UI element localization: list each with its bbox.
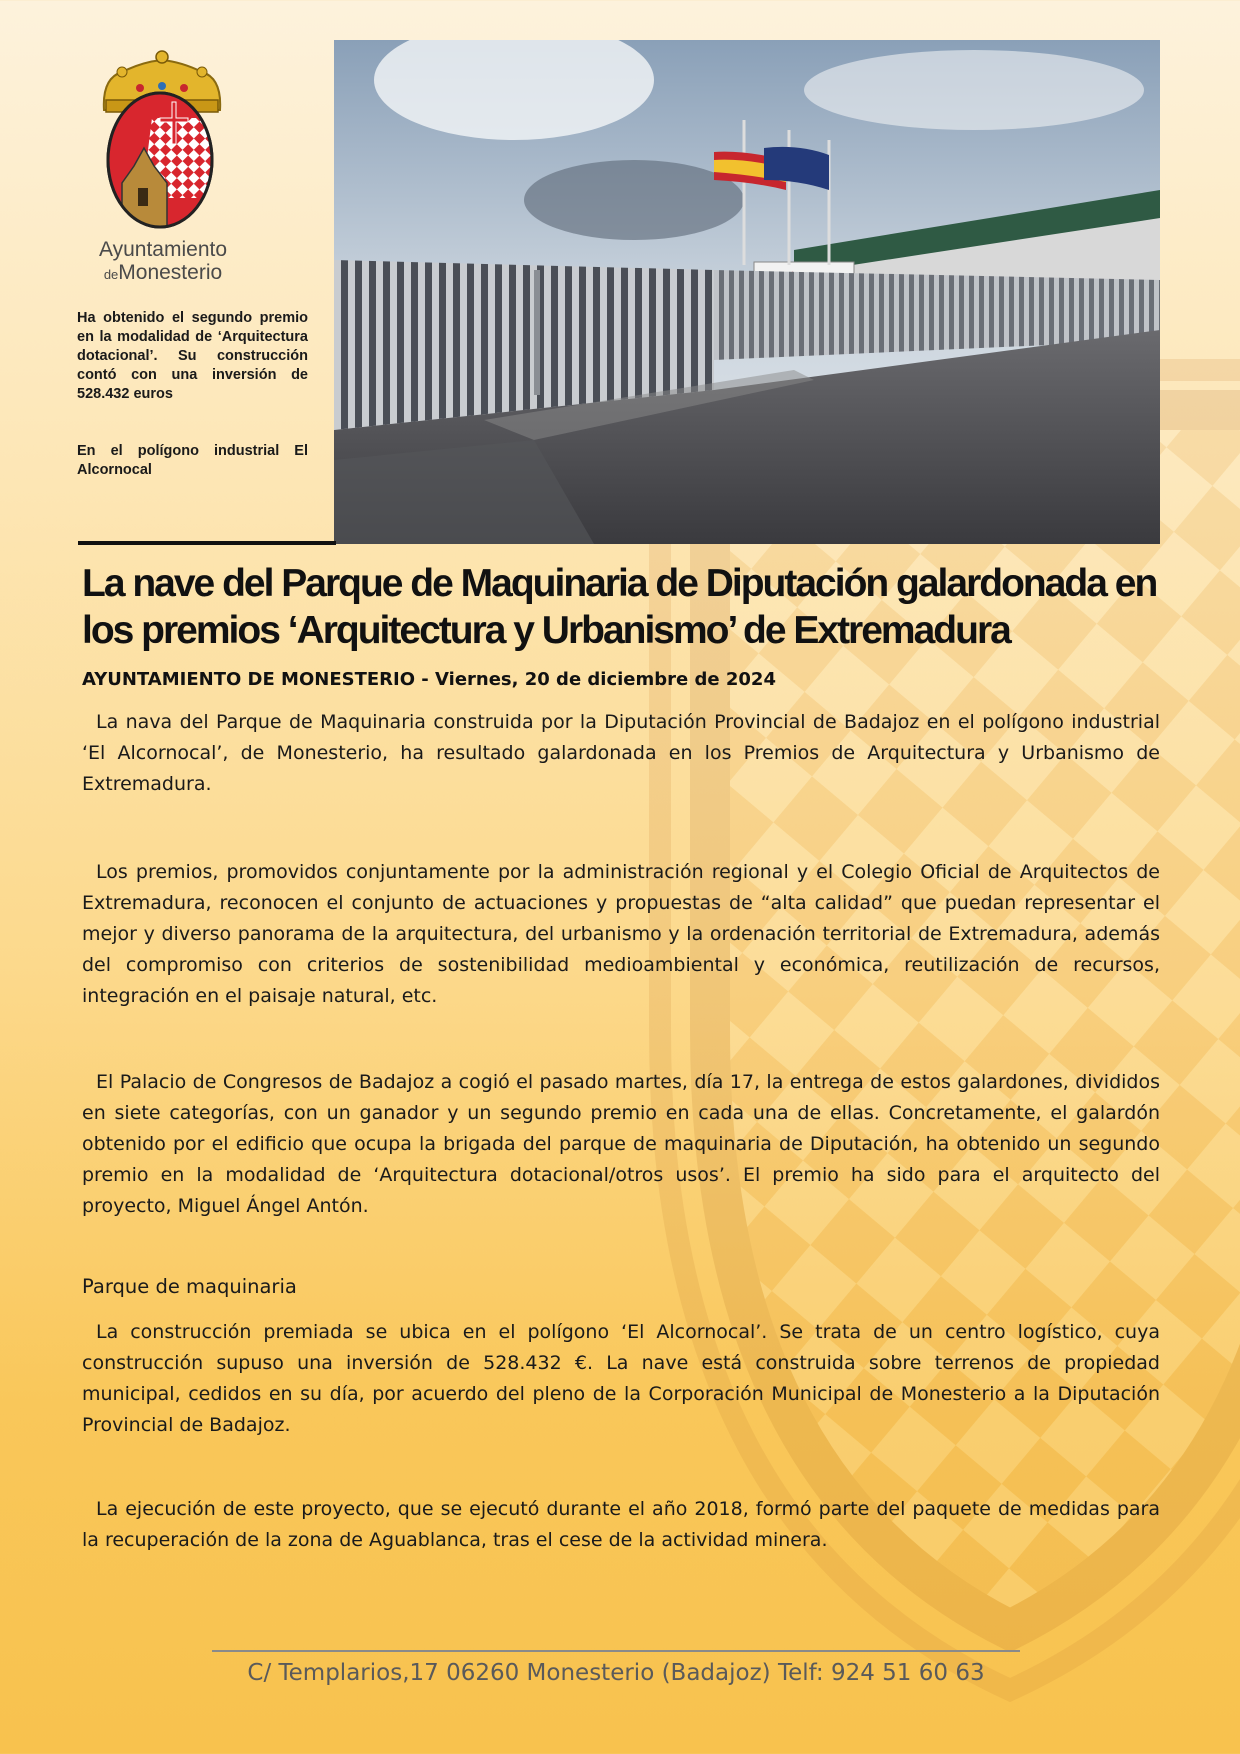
article-paragraph-3: El Palacio de Congresos de Badajoz a cogió el pasado martes, día 17, la entrega de estos galardones, divididos en siete categorías, con un ganador y un segundo premio en cada una de ellas. Concretamente, el galardón obtenido por el edificio que ocupa la brigada del parque de maquinaria de Diputación, ha obtenido un segundo premio en la modalidad de ‘Arquitectura dotacional/otros usos’. El premio ha sido para el arquitecto del proyecto, Miguel Ángel Antón. (82, 1071, 1160, 1217)
ayuntamiento-crest-logo (92, 48, 232, 238)
warehouse-photo (334, 40, 1160, 544)
footer-rule (212, 1650, 1020, 1652)
sidebar-note-location: En el polígono industrial El Alcornocal (77, 442, 308, 478)
ayuntamiento-name-logotype (88, 238, 238, 286)
logo-line1: Ayuntamiento (98, 238, 228, 261)
article-paragraph-4: La construcción premiada se ubica en el polígono ‘El Alcornocal’. Se trata de un centro logístico, cuya construcción supuso una inversión de 528.432 €. La nave está construida sobre terrenos de propiedad municipal, cedidos en su día, por acuerdo del pleno de la Corporación Municipal de Monesterio a la Diputación Provincial de Badajoz. (82, 1321, 1160, 1436)
article-paragraph-1: La nava del Parque de Maquinaria construida por la Diputación Provincial de Badajoz en el polígono industrial ‘El Alcornocal’, de Monesterio, ha resultado galardonada en los Premios de Arquitectura y Urbanismo de Extremadura. (82, 711, 1160, 795)
article-subheading: Parque de maquinaria (82, 1275, 297, 1298)
logo-town: Monesterio (118, 261, 223, 284)
section-divider (78, 541, 336, 545)
footer-address: C/ Templarios,17 06260 Monesterio (Badajoz) Telf: 924 51 60 63 (247, 1660, 985, 1686)
article-paragraph-5: La ejecución de este proyecto, que se ejecutó durante el año 2018, formó parte del paquete de medidas para la recuperación de la zona de Aguablanca, tras el cese de la actividad minera. (82, 1498, 1160, 1551)
logo-prefix: de (103, 267, 119, 282)
article-headline: La nave del Parque de Maquinaria de Diputación galardonada en los premios ‘Arquitectura y Urbanismo’ de Extremadura (82, 562, 1157, 652)
sidebar-note-award: Ha obtenido el segundo premio en la modalidad de ‘Arquitectura dotacional’. Su construcción contó con una inversión de 528.432 euros (77, 309, 308, 402)
article-paragraph-2: Los premios, promovidos conjuntamente por la administración regional y el Colegio Oficial de Arquitectos de Extremadura, reconocen el conjunto de actuaciones y propuestas de “alta calidad” que puedan representar el mejor y diverso panorama de la arquitectura, del urbanismo y la ordenación territorial de Extremadura, además del compromiso con criterios de sostenibilidad medioambiental y económica, reutilización de recursos, integración en el paisaje natural, etc. (82, 861, 1160, 1007)
logo-line2 (88, 261, 238, 286)
article-byline: AYUNTAMIENTO DE MONESTERIO - Viernes, 20 de diciembre de 2024 (82, 669, 776, 690)
